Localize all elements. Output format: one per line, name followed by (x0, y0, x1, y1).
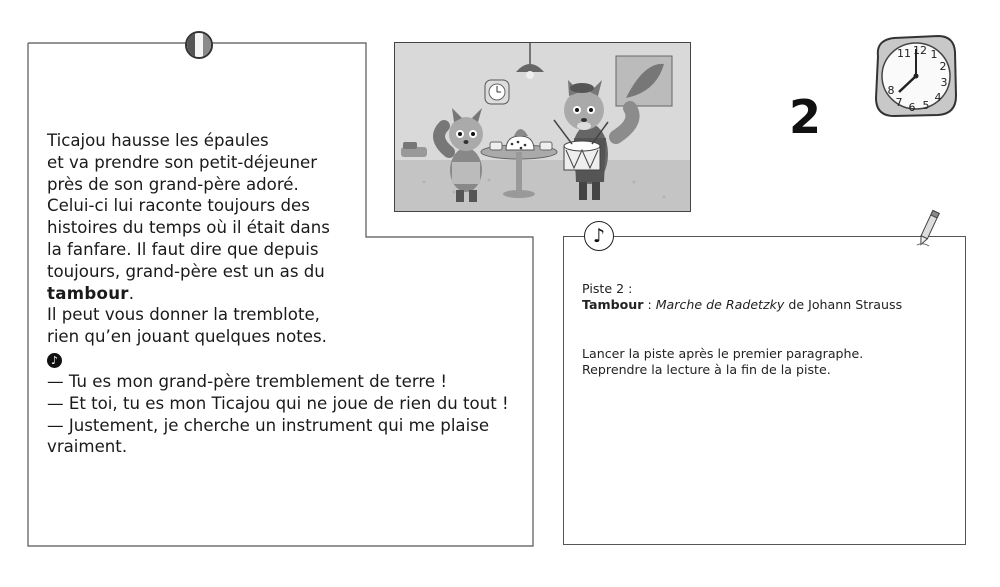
track-line (582, 297, 952, 313)
clock-number: 5 (922, 99, 930, 112)
dialogue-line: — Et toi, tu es mon Ticajou qui ne joue de rien du tout ! (47, 393, 509, 413)
track-info-text (582, 281, 952, 378)
instruction-line: Reprendre la lecture à la fin de la piste. (582, 361, 831, 377)
track-separator: : (643, 297, 656, 313)
story-line: histoires du temps où il était dans (47, 218, 330, 238)
story-line: Il peut vous donner la tremblote, (47, 305, 320, 325)
track-title: Marche de Radetzky (655, 297, 785, 313)
clock-number: 1 (930, 48, 938, 61)
story-line: rien qu’en jouant quelques notes. (47, 327, 327, 347)
clock-number: 6 (908, 101, 916, 114)
track-label: Piste 2 : (582, 281, 633, 296)
music-note-icon: ♪ (584, 221, 614, 251)
instruction-line: Lancer la piste après le premier paragraphe. (582, 345, 864, 361)
clock-number: 7 (895, 96, 903, 109)
clock-number: 11 (897, 47, 911, 60)
track-composer-prefix: de (784, 297, 809, 313)
story-line: la fanfare. Il faut dire que depuis (47, 239, 319, 259)
clock-number: 8 (887, 84, 895, 97)
keyword-tambour: tambour (47, 283, 129, 303)
dialogue-line: — Tu es mon grand-père tremblement de terre ! (47, 371, 447, 391)
audio-marker-row (47, 348, 527, 371)
clock-number: 3 (940, 76, 948, 89)
story-line: Ticajou hausse les épaules (47, 131, 269, 150)
clock-number: 12 (913, 44, 927, 57)
story-line: et va prendre son petit-déjeuner (47, 152, 318, 172)
story-keyword-line (47, 283, 527, 305)
dialogue-line: — Justement, je cherche un instrument qui me plaise (47, 415, 490, 435)
story-line: près de son grand-père adoré. (47, 174, 299, 194)
clock-number: 4 (934, 91, 942, 104)
pencil-icon (913, 208, 943, 248)
clock-icon (872, 34, 958, 118)
keyword-suffix: . (128, 283, 135, 303)
story-line: Celui-ci lui raconte toujours des (47, 196, 310, 216)
clock-number: 2 (939, 60, 947, 73)
dialogue-line: vraiment. (47, 437, 128, 457)
flag-icon (185, 31, 213, 59)
audio-marker-icon[interactable]: ♪ (47, 353, 62, 368)
track-composer: Johann Strauss (808, 297, 903, 313)
track-instrument: Tambour (582, 297, 644, 313)
story-illustration (394, 42, 691, 212)
story-line: toujours, grand-père est un as du (47, 261, 325, 281)
page-number: 2 (788, 90, 821, 144)
